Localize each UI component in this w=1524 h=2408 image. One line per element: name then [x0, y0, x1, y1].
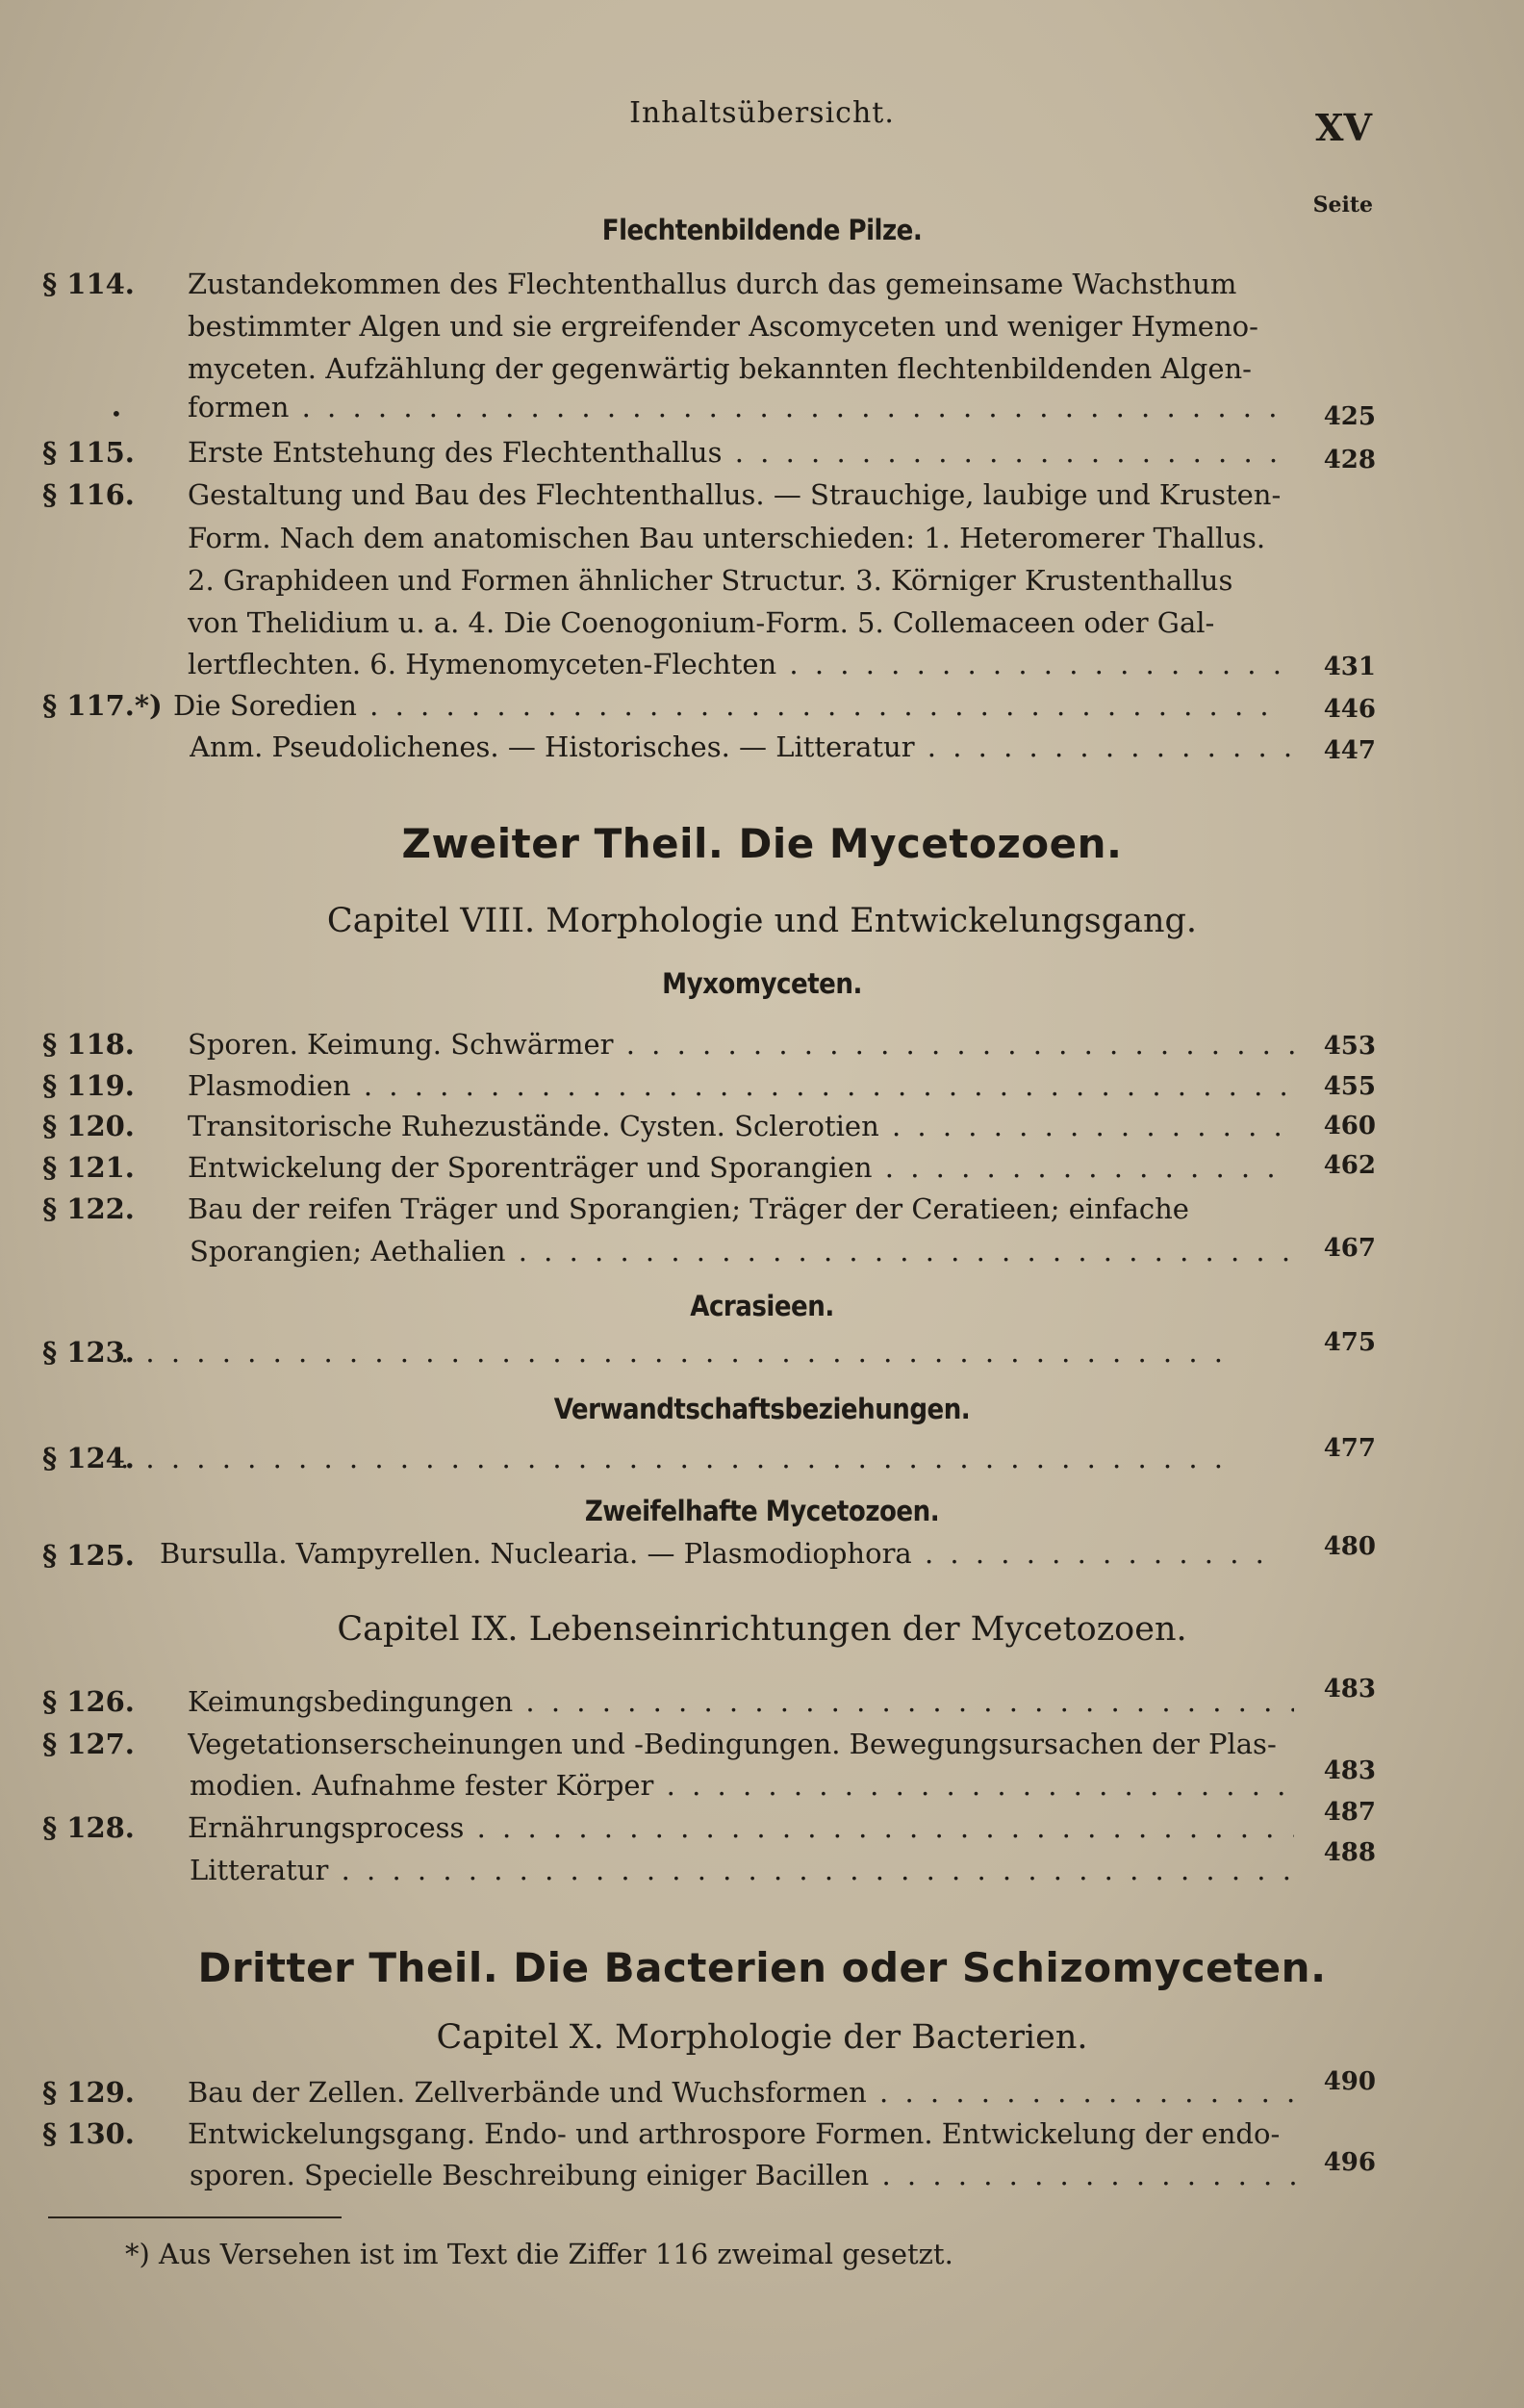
entry-line: Zustandekommen des Flechtenthallus durch das gemeinsame Wachsthum — [188, 268, 1237, 300]
entry-line: formen . . . — [188, 391, 1294, 423]
para-number: § 121. — [42, 1151, 135, 1184]
para-number: § 124. — [42, 1442, 135, 1474]
page-ref: 487 — [1323, 1798, 1376, 1827]
page-number: XV — [1315, 106, 1372, 149]
part-title: Zweiter Theil. Die Mycetozoen. — [401, 820, 1123, 867]
stray-mark: • — [111, 402, 122, 425]
page-ref: 490 — [1323, 2067, 1376, 2096]
seite-label: Seite — [1312, 192, 1373, 218]
para-number: § 115. — [42, 436, 135, 469]
page-ref: 460 — [1323, 1112, 1376, 1140]
entry-line: Vegetationserscheinungen und -Bedingungen. Bewegungsursachen der Plas- — [188, 1728, 1277, 1760]
section-title-myxomyceten: Myxomyceten. — [662, 967, 862, 1000]
page-ref: 431 — [1323, 653, 1376, 681]
page-ref: 477 — [1323, 1434, 1376, 1463]
dotted-leader — [120, 1442, 1227, 1474]
page-ref: 483 — [1323, 1756, 1376, 1785]
entry-line: Sporangien; Aethalien . . . — [190, 1235, 1296, 1268]
para-number: § 127. — [42, 1728, 135, 1760]
entry-line: lertflechten. 6. Hymenomyceten-Flechten . . . — [188, 648, 1294, 680]
entry-line: Transitorische Ruhezustände. Cysten. Sclerotien . . . — [188, 1110, 1294, 1142]
para-number: § 128. — [42, 1811, 135, 1844]
para-number: § 116. — [42, 478, 135, 511]
entry-line: Bursulla. Vampyrellen. Nuclearia. — Plasmodiophora . . . — [160, 1537, 1266, 1570]
para-number: § 118. — [42, 1028, 135, 1061]
entry-line: modien. Aufnahme fester Körper . . . — [190, 1769, 1296, 1802]
para-number: § 114. — [42, 268, 135, 300]
page-ref: 475 — [1323, 1328, 1376, 1357]
para-number: § 129. — [42, 2076, 135, 2109]
part-title: Dritter Theil. Die Bacterien oder Schizomyceten. — [197, 1944, 1327, 1991]
para-number: § 122. — [42, 1192, 135, 1225]
running-head: Inhaltsübersicht. — [629, 96, 895, 130]
page-ref: 483 — [1323, 1675, 1376, 1704]
para-number: § 125. — [42, 1539, 135, 1572]
entry-line: Keimungsbedingungen . . . — [188, 1685, 1294, 1718]
footnote-rule — [48, 2216, 342, 2218]
para-number: § 119. — [42, 1069, 135, 1102]
section-title-acrasieen: Acrasieen. — [690, 1290, 834, 1322]
page-ref: 425 — [1323, 402, 1376, 431]
entry-line: Erste Entstehung des Flechtenthallus . . . — [188, 436, 1294, 469]
para-number: § 120. — [42, 1110, 135, 1142]
section-title-verwandtschaft: Verwandtschaftsbeziehungen. — [553, 1393, 971, 1425]
page-ref: 467 — [1323, 1234, 1376, 1263]
para-number: § 130. — [42, 2117, 135, 2150]
para-number: § 123. — [42, 1336, 135, 1369]
entry-line: bestimmter Algen und sie ergreifender Ascomyceten und weniger Hymeno- — [188, 310, 1258, 343]
para-number: § 126. — [42, 1685, 135, 1718]
dotted-leader — [120, 1336, 1227, 1369]
entry-line: Entwickelung der Sporenträger und Sporangien . . . — [188, 1151, 1294, 1184]
entry-line: Die Soredien . . . — [173, 689, 1280, 722]
entry-line: Ernährungsprocess . . . — [188, 1811, 1294, 1844]
section-title-flechten: Flechtenbildende Pilze. — [601, 214, 923, 246]
page-ref: 455 — [1323, 1072, 1376, 1101]
entry-line: sporen. Specielle Beschreibung einiger Bacillen . . . — [190, 2159, 1296, 2191]
entry-line: Sporen. Keimung. Schwärmer . . . — [188, 1028, 1294, 1061]
chapter-title: Capitel VIII. Morphologie und Entwickelungsgang. — [326, 902, 1198, 940]
entry-line: 2. Graphideen und Formen ähnlicher Structur. 3. Körniger Krustenthallus — [188, 564, 1233, 597]
entry-line: Litteratur . . . — [190, 1854, 1296, 1886]
page-ref: 480 — [1323, 1532, 1376, 1561]
entry-line: Gestaltung und Bau des Flechtenthallus. — Strauchige, laubige und Krusten- — [188, 478, 1282, 511]
entry-line: Entwickelungsgang. Endo- und arthrospore Formen. Entwickelung der endo- — [188, 2117, 1281, 2150]
para-number: § 117.*) — [42, 689, 163, 722]
entry-line: Form. Nach dem anatomischen Bau unterschieden: 1. Heteromerer Thallus. — [188, 522, 1266, 554]
section-title-zweifelhafte: Zweifelhafte Mycetozoen. — [584, 1495, 940, 1527]
footnote: *) Aus Versehen ist im Text die Ziffer 116 zweimal gesetzt. — [125, 2238, 953, 2270]
entry-line: Bau der Zellen. Zellverbände und Wuchsformen . . . — [188, 2076, 1294, 2109]
entry-line: Bau der reifen Träger und Sporangien; Träger der Ceratieen; einfache — [188, 1192, 1189, 1225]
chapter-title: Capitel IX. Lebenseinrichtungen der Mycetozoen. — [337, 1610, 1187, 1649]
entry-line: Plasmodien . . . — [188, 1069, 1294, 1102]
page-ref: 446 — [1323, 695, 1376, 724]
page-ref: 453 — [1323, 1032, 1376, 1061]
page-ref: 488 — [1323, 1838, 1376, 1867]
entry-line: myceten. Aufzählung der gegenwärtig bekannten flechtenbildenden Algen- — [188, 352, 1252, 385]
page-ref: 428 — [1323, 446, 1376, 474]
chapter-title: Capitel X. Morphologie der Bacterien. — [436, 2018, 1088, 2057]
entry-line: von Thelidium u. a. 4. Die Coenogonium-Form. 5. Collemaceen oder Gal- — [188, 606, 1215, 639]
page-ref: 462 — [1323, 1151, 1376, 1180]
page-ref: 447 — [1323, 736, 1376, 765]
entry-line: Anm. Pseudolichenes. — Historisches. — Litteratur . . . — [190, 730, 1296, 763]
page-ref: 496 — [1323, 2148, 1376, 2177]
